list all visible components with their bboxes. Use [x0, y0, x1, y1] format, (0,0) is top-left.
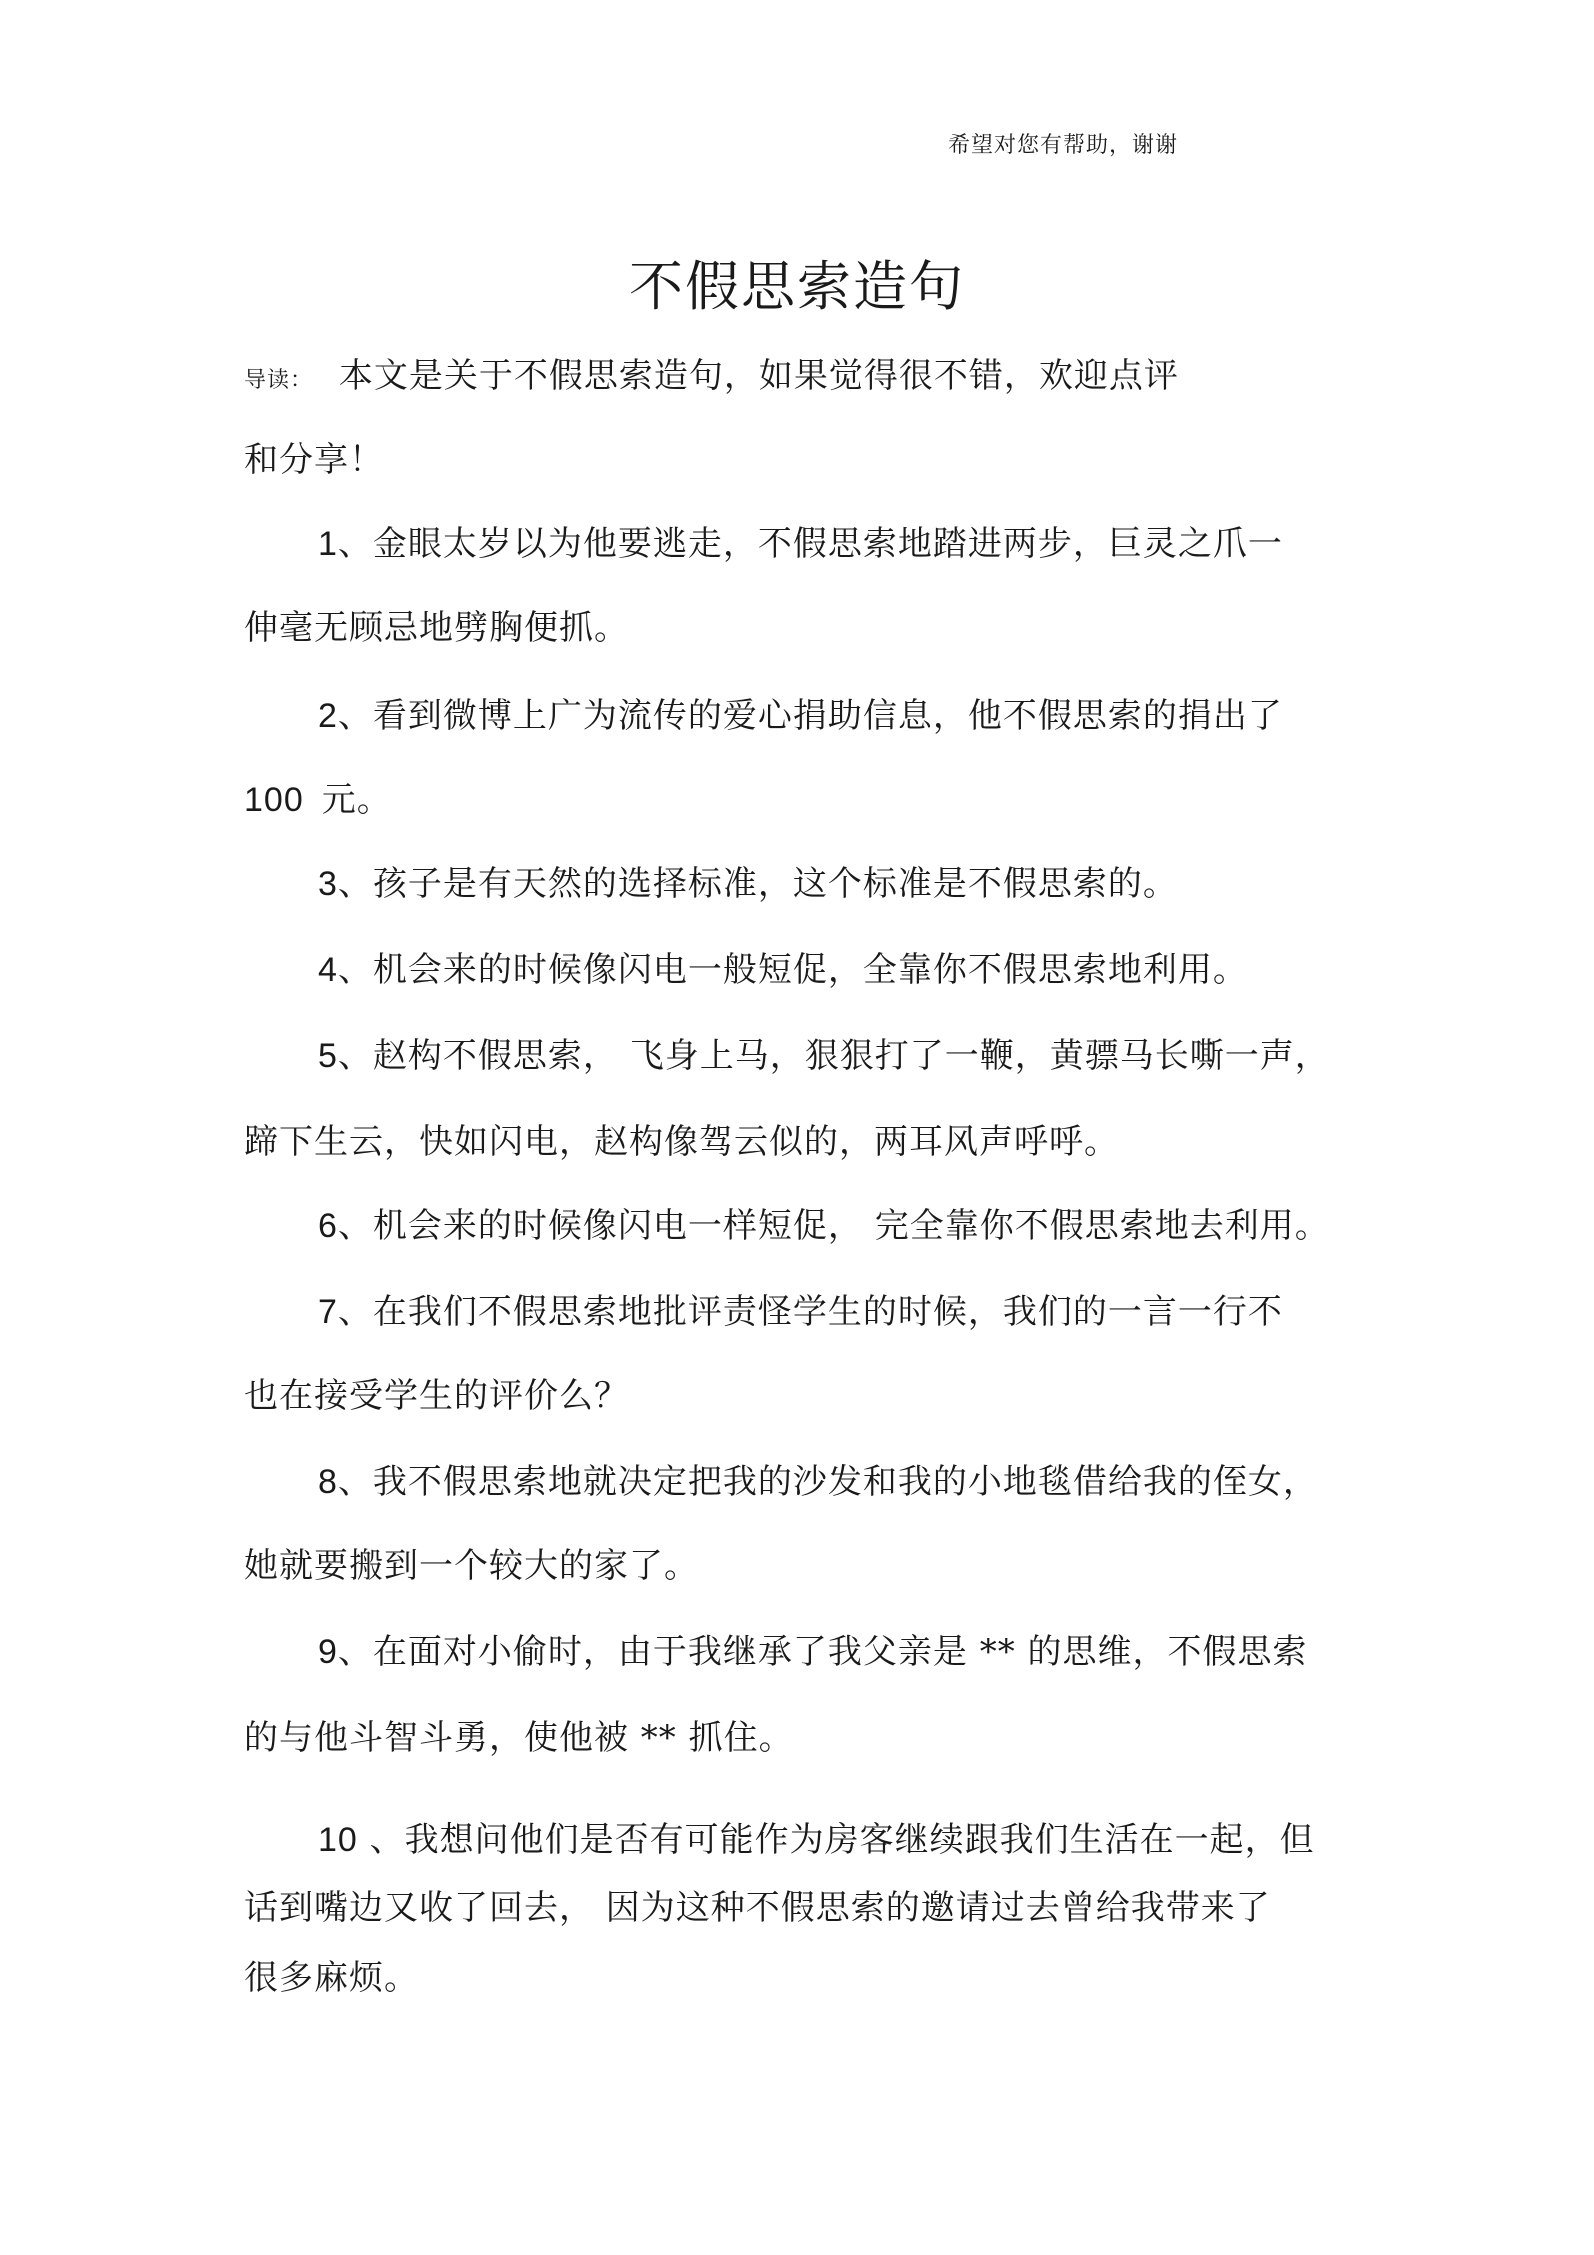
sentence-sep: 、 [337, 864, 373, 904]
sentence-8-line-2: 她就要搬到一个较大的家了。 [244, 1546, 699, 1586]
sentence-number: 9 [318, 1633, 338, 1671]
amount-number: 100 [244, 781, 304, 819]
sentence-1-line-1 [318, 516, 1283, 565]
page-title: 不假思索造句 [629, 255, 965, 318]
sentence-text: 机会来的时候像闪电一样短促， 完全靠你不假思索地去利用。 [372, 1206, 1330, 1246]
sentence-3-line-1 [318, 856, 1178, 905]
sentence-text: 我不假思索地就决定把我的沙发和我的小地毯借给我的侄女， [372, 1462, 1318, 1502]
intro-text: 本文是关于不假思索造句，如果觉得很不错，欢迎点评 [338, 356, 1179, 396]
sentence-5-line-1 [318, 1028, 1330, 1077]
sentence-7-line-1 [318, 1284, 1283, 1333]
sentence-sep: 、 [337, 1206, 373, 1246]
sentence-text: 孩子是有天然的选择标准，这个标准是不假思索的。 [372, 864, 1178, 904]
sentence-number: 1 [318, 525, 338, 563]
sentence-number: 5 [318, 1037, 338, 1075]
sentence-sep: 、 [337, 524, 373, 564]
sentence-text: 我想问他们是否有可能作为房客继续跟我们生活在一起，但 [404, 1820, 1315, 1860]
sentence-sep: 、 [337, 1632, 373, 1672]
sentence-text: 机会来的时候像闪电一般短促，全靠你不假思索地利用。 [372, 950, 1248, 990]
sentence-4-line-1 [318, 942, 1248, 991]
sentence-9-line-1 [318, 1624, 1308, 1673]
sentence-sep: 、 [337, 1292, 373, 1332]
header-note: 希望对您有帮助，谢谢 [948, 133, 1179, 158]
intro-label: 导读： [244, 368, 314, 393]
sentence-number: 6 [318, 1207, 338, 1245]
sentence-text: 在面对小偷时，由于我继承了我父亲是 ** 的思维，不假思索 [372, 1632, 1308, 1672]
sentence-sep: 、 [337, 1036, 373, 1076]
sentence-10-line-1 [318, 1812, 1315, 1861]
sentence-8-line-1 [318, 1454, 1318, 1503]
sentence-10-line-3: 很多麻烦。 [244, 1958, 419, 1998]
sentence-text: 金眼太岁以为他要逃走，不假思索地踏进两步，巨灵之爪一 [372, 524, 1283, 564]
sentence-number: 10 [318, 1821, 358, 1859]
sentence-7-line-2: 也在接受学生的评价么？ [244, 1376, 629, 1416]
sentence-number: 4 [318, 951, 338, 989]
sentence-text: 赵构不假思索， 飞身上马，狠狠打了一鞭，黄骠马长嘶一声， [372, 1036, 1330, 1076]
sentence-6-line-1 [318, 1198, 1330, 1247]
sentence-number: 2 [318, 697, 338, 735]
sentence-sep: 、 [337, 696, 373, 736]
sentence-1-line-2: 伸毫无顾忌地劈胸便抓。 [244, 608, 629, 648]
intro-line-2: 和分享！ [244, 440, 384, 480]
sentence-number: 3 [318, 865, 338, 903]
sentence-sep: 、 [357, 1820, 405, 1860]
sentence-text: 在我们不假思索地批评责怪学生的时候，我们的一言一行不 [372, 1292, 1283, 1332]
sentence-2-line-2 [244, 772, 392, 821]
sentence-5-line-2: 蹄下生云，快如闪电，赵构像驾云似的，两耳风声呼呼。 [244, 1122, 1119, 1162]
sentence-9-line-2: 的与他斗智斗勇，使他被 ** 抓住。 [244, 1718, 794, 1758]
sentence-number: 7 [318, 1293, 338, 1331]
sentence-10-line-2: 话到嘴边又收了回去， 因为这种不假思索的邀请过去曾给我带来了 [244, 1888, 1271, 1928]
sentence-sep: 、 [337, 1462, 373, 1502]
sentence-sep: 、 [337, 950, 373, 990]
sentence-text: 元。 [321, 780, 392, 820]
sentence-text: 看到微博上广为流传的爱心捐助信息，他不假思索的捐出了 [372, 696, 1283, 736]
intro-line-1 [244, 348, 1179, 397]
sentence-number: 8 [318, 1463, 338, 1501]
sentence-2-line-1 [318, 688, 1283, 737]
